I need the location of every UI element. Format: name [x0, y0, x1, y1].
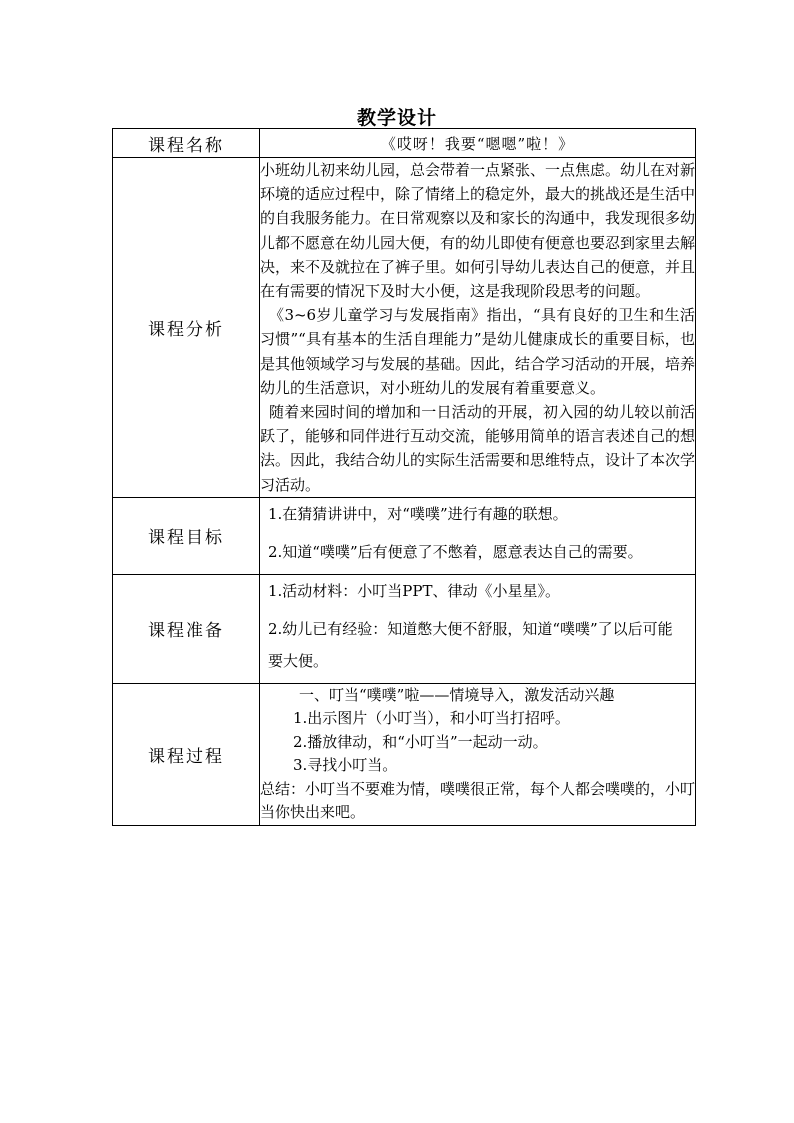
course-name-row: [113, 129, 696, 158]
preparation-row: [113, 574, 696, 683]
course-name-value: 《哎呀！我要“嗯嗯”啦！》: [260, 129, 696, 158]
preparation-item: 1.活动材料：小叮当PPT、律动《小星星》。: [268, 581, 561, 600]
goal-item: 2.知道“噗噗”后有便意了不憋着，愿意表达自己的需要。: [268, 542, 643, 561]
course-name-label: 课程名称: [113, 129, 260, 158]
goals-label: 课程目标: [113, 497, 260, 574]
analysis-row: [113, 158, 696, 498]
process-step: 3.寻找小叮当。: [293, 756, 398, 775]
preparation-content: [260, 574, 696, 683]
process-step: 2.播放律动，和“小叮当”一起动一动。: [293, 732, 548, 751]
goals-row: [113, 497, 696, 574]
analysis-paragraph: 《3~6岁儿童学习与发展指南》指出，“具有良好的卫生和生活习惯”“具有基本的生活自理能力”是幼儿健康成长的重要目标，也是其他领域学习与发展的基础。因此，结合学习活动的开展，培养幼儿的生活意识，对小班幼儿的发展有着重要意义。: [260, 306, 696, 397]
analysis-label: 课程分析: [113, 158, 260, 498]
preparation-label: 课程准备: [113, 574, 260, 683]
analysis-paragraph: 小班幼儿初来幼儿园，总会带着一点紧张、一点焦虑。幼儿在对新环境的适应过程中，除了情绪上的稳定外，最大的挑战还是生活中的自我服务能力。在日常观察以及和家长的沟通中，我发现很多幼儿都不愿意在幼儿园大便，有的幼儿即使有便意也要忍到家里去解决，来不及就拉在了裤子里。如何引导幼儿表达自己的便意，并且在有需要的情况下及时大小便，这是我现阶段思考的问题。: [260, 161, 696, 301]
analysis-paragraph: 随着来园时间的增加和一日活动的开展，初入园的幼儿较以前活跃了，能够和同伴进行互动交流，能够用简单的语言表述自己的想法。因此，我结合幼儿的实际生活需要和思维特点，设计了本次学习活动。: [260, 403, 696, 494]
page-title: 教学设计: [356, 107, 437, 129]
process-content: [260, 683, 696, 825]
goals-content: [260, 497, 696, 574]
analysis-content: [260, 158, 696, 498]
process-label: 课程过程: [113, 683, 260, 825]
process-summary: 总结：小叮当不要难为情，噗噗很正常，每个人都会噗噗的，小叮当你快出来吧。: [260, 779, 696, 822]
preparation-item: 2.幼儿已有经验：知道憋大便不舒服，知道“噗噗”了以后可能要大便。: [268, 619, 673, 670]
goal-item: 1.在猜猜讲讲中，对“噗噗”进行有趣的联想。: [268, 504, 568, 523]
process-step: 1.出示图片（小叮当），和小叮当打招呼。: [293, 709, 570, 728]
process-heading: 一、叮当“噗噗”啦——情境导入，激发活动兴趣: [299, 685, 615, 704]
process-row: [113, 683, 696, 825]
lesson-plan-table: [112, 128, 696, 826]
